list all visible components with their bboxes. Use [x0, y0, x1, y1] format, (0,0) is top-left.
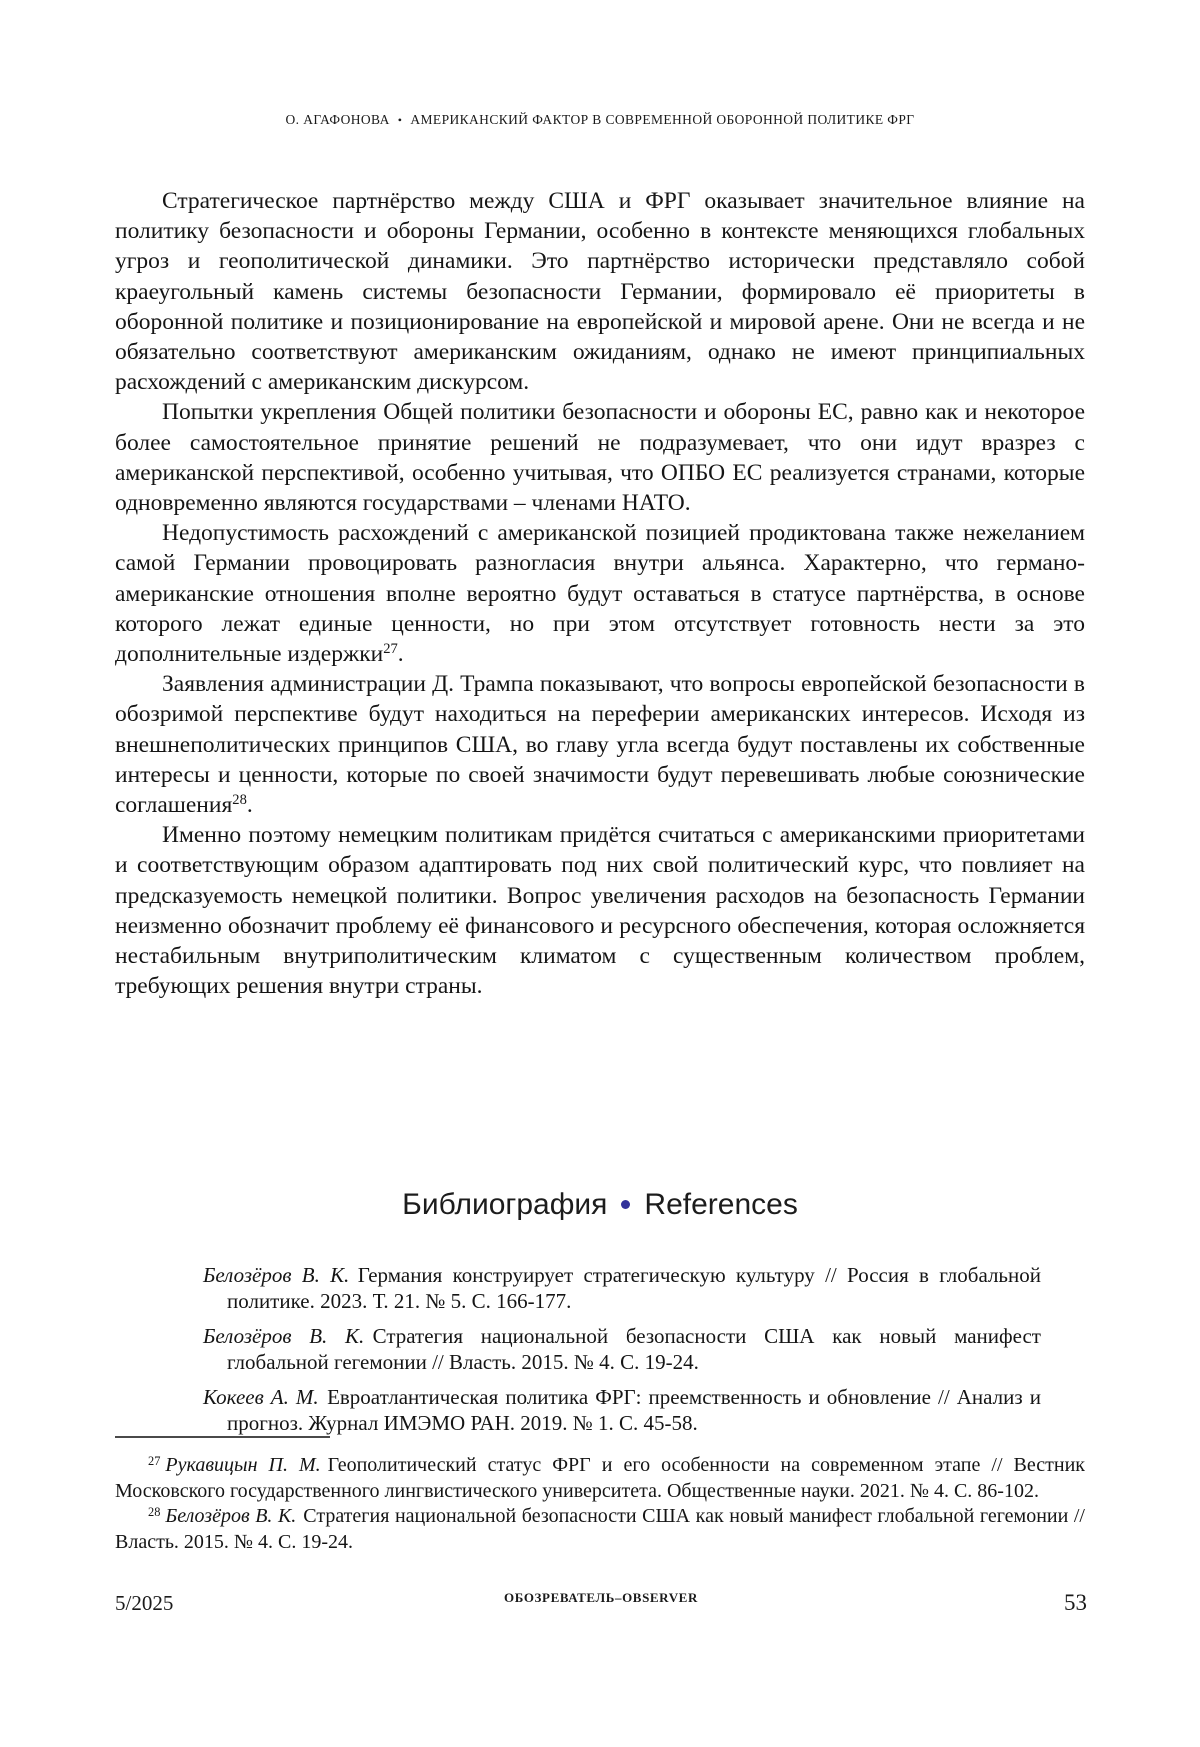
paragraph-text: Именно поэтому немецким политикам придётся считаться с американскими приоритетами и соответствующим образом адаптировать под них свой политический курс, что повлияет на предсказуемость немецкой политики. Вопрос увеличения расходов на безопасность Германии неизменно обозначит проблему её финансового и ресурсного обеспечения, которая осложняется нестабильным внутриполитическим климатом с существенным количеством проблем, требующих решения внутри страны.: [115, 822, 1085, 1000]
footnote-separator-rule: [115, 1436, 330, 1438]
running-header: [0, 112, 1200, 128]
footnote-number: 27: [148, 1453, 161, 1468]
footnote-number: 28: [148, 1504, 161, 1519]
bibliography-heading-en: References: [644, 1188, 798, 1221]
paragraph-text: Стратегическое партнёрство между США и ФРГ оказывает значительное влияние на политику безопасности и обороны Германии, особенно в контексте меняющихся глобальных угроз и геополитической динамики. Это партнёрство исторически представляло собой краеугольный камень системы безопасности Германии, формировало её приоритеты в оборонной политике и позиционирование на европейской и мировой арене. Они не всегда и не обязательно соответствуют американским ожиданиям, однако не имеют принципиальных расхождений с американским дискурсом.: [115, 188, 1085, 396]
issue-number: 5/2025: [115, 1591, 174, 1615]
entry-author: Белозёров В. К.: [203, 1263, 350, 1287]
page-footer: [115, 1590, 1087, 1616]
bibliography-entry: [203, 1262, 1041, 1314]
paragraph-text: Попытки укрепления Общей политики безопасности и обороны ЕС, равно как и некоторое более самостоятельное принятие решений не подразумевает, что они идут вразрез с американской перспективой, особенно учитывая, что ОПБО ЕС реализуется странами, которые одновременно являются государствами – членами НАТО.: [115, 399, 1085, 517]
page-number: 53: [1064, 1590, 1087, 1615]
footnote-ref-28: 28: [232, 792, 247, 809]
footnote: [115, 1504, 1085, 1555]
paragraph: [115, 518, 1085, 669]
footnote-text: Стратегия национальной безопасности США как новый манифест глобальной гегемонии // Власть. 2015. № 4. С. 19-24.: [115, 1505, 1085, 1553]
heading-bullet-icon: [621, 1200, 630, 1209]
paragraph-text: Недопустимость расхождений с американской позицией продиктована также нежеланием самой Германии провоцировать разногласия внутри альянса. Характерно, что германо-американские отношения вполне вероятно будут оставаться в статусе партнёрства, в основе которого лежат единые ценности, но при этом отсутствует готовность нести за это дополнительные издержки: [115, 520, 1085, 668]
footnote-ref-27: 27: [383, 641, 398, 658]
footnote: [115, 1453, 1085, 1504]
entry-text: Евроатлантическая политика ФРГ: преемственность и обновление // Анализ и прогноз. Журнал ИМЭМО РАН. 2019. № 1. С. 45-58.: [227, 1385, 1041, 1435]
bullet-separator-icon: •: [397, 113, 403, 127]
bibliography-heading: [0, 1188, 1200, 1222]
paragraph: [115, 397, 1085, 518]
bibliography-list: [203, 1262, 1041, 1445]
entry-text: Стратегия национальной безопасности США как новый манифест глобальной гегемонии // Власть. 2015. № 4. С. 19-24.: [227, 1324, 1041, 1374]
bibliography-entry: [203, 1323, 1041, 1375]
article-body: [115, 186, 1085, 1001]
entry-text: Германия конструирует стратегическую культуру // Россия в глобальной политике. 2023. Т. 21. № 5. С. 166-177.: [227, 1263, 1041, 1313]
paragraph: [115, 186, 1085, 397]
paragraph: [115, 669, 1085, 820]
paragraph-text: Заявления администрации Д. Трампа показывают, что вопросы европейской безопасности в обозримой перспективе будут находиться на переферии американских интересов. Исходя из внешнеполитических принципов США, во главу угла всегда будут поставлены их собственные интересы и ценности, которые по своей значимости будут перевешивать любые союзнические соглашения: [115, 671, 1085, 819]
journal-name: ОБОЗРЕВАТЕЛЬ–OBSERVER: [504, 1590, 698, 1605]
running-header-title: АМЕРИКАНСКИЙ ФАКТОР В СОВРЕМЕННОЙ ОБОРОННОЙ ПОЛИТИКЕ ФРГ: [410, 112, 915, 127]
entry-author: Кокеев А. М.: [203, 1385, 319, 1409]
bibliography-heading-ru: Библиография: [402, 1188, 608, 1221]
entry-author: Белозёров В. К.: [203, 1324, 365, 1348]
bibliography-entry: [203, 1384, 1041, 1436]
paragraph: [115, 820, 1085, 1001]
paragraph-text: .: [397, 641, 404, 668]
footnote-author: Рукавицын П. М.: [165, 1454, 321, 1476]
running-header-author: О. АГАФОНОВА: [285, 112, 390, 127]
footnote-author: Белозёров В. К.: [165, 1505, 297, 1527]
footnote-text: Геополитический статус ФРГ и его особенности на современном этапе // Вестник Московского государственного лингвистического университета. Общественные науки. 2021. № 4. С. 86-102.: [115, 1454, 1085, 1502]
paragraph-text: .: [246, 792, 253, 819]
footnotes: [115, 1453, 1085, 1555]
